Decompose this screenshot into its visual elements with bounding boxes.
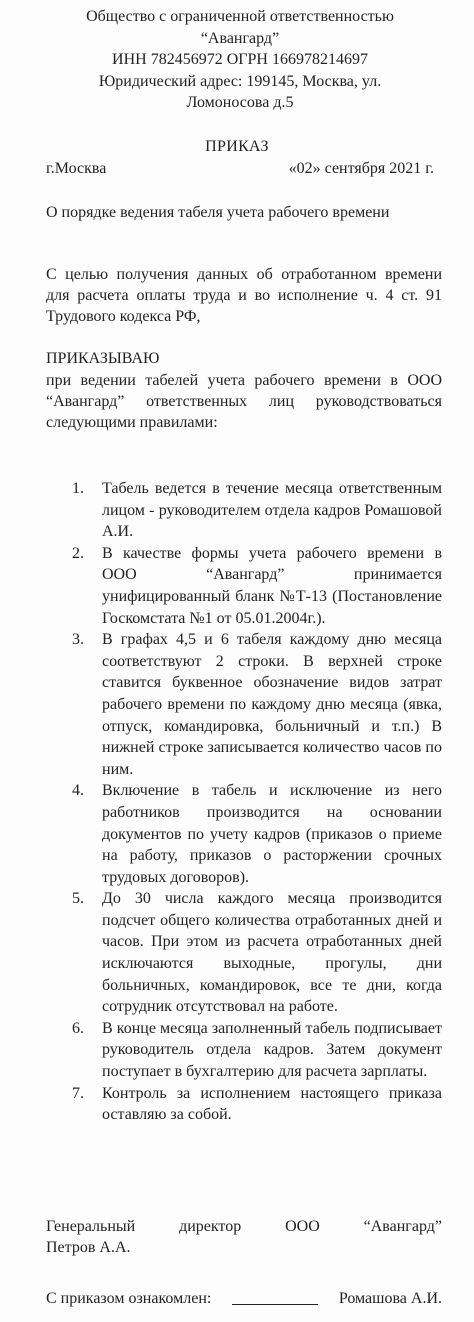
company-header (40, 6, 440, 114)
signature-blank-line (232, 1284, 318, 1305)
position-word: Генеральный (46, 1218, 136, 1235)
list-item-number: 4. (72, 782, 84, 800)
list-item (64, 478, 442, 543)
list-item (64, 629, 442, 780)
list-item-number: 3. (72, 631, 84, 649)
document-subject: О порядке ведения табеля учета рабочего времени (46, 204, 390, 221)
list-item-number: 5. (72, 890, 84, 908)
list-item-number: 1. (72, 480, 84, 497)
acknowledgement-label: С приказом ознакомлен: (46, 1290, 212, 1307)
list-item-number: 2. (72, 544, 84, 562)
company-address-line-2: Ломоносова д.5 (186, 94, 294, 111)
signatory-name: Петров А.А. (46, 1239, 131, 1256)
acknowledgement-row (46, 1288, 442, 1309)
rules-list (64, 478, 442, 1126)
list-item (64, 888, 442, 1018)
company-brand-line: “Авангард” (200, 29, 280, 47)
list-item-text: В качестве формы учета рабочего времени в ООО “Авангард” принимается унифицированный бланк №Т-13 (Постановление Госкомстата №1 от 05.01.2004г.). (102, 544, 442, 627)
document-title: ПРИКАЗ (205, 138, 269, 155)
signature-block (46, 1216, 442, 1258)
order-keyword: ПРИКАЗЫВАЮ (46, 350, 160, 367)
list-item-text: В графах 4,5 и 6 табеля каждому дню месяца соответствуют 2 строки. В верхней строке ставится буквенное обозначение видов затрат рабочего времени по каждому дню месяца (явка, отпуск, командировка, больничный и т.п.) В нижней строке записывается количество часов по ним. (102, 631, 442, 778)
signatory-position (46, 1216, 442, 1237)
list-item-text: Табель ведется в течение месяца ответственным лицом - руководителем отдела кадров Ромашовой А.И. (102, 480, 442, 541)
list-item (64, 1083, 442, 1126)
position-word: директор (179, 1218, 242, 1235)
company-name-line: Общество с ограниченной ответственностью (86, 8, 394, 25)
company-registration-line: ИНН 782456972 ОГРН 166978214697 (112, 51, 368, 68)
list-item (64, 780, 442, 888)
list-item-text: До 30 числа каждого месяца производится подсчет общего количества отработанных дней и часов. При этом из расчета отработанных дней исключаются выходные, прогулы, дни больничных, командировок, все те дни, когда сотрудник отсутствовал на работе. (102, 890, 442, 1016)
preamble-paragraph: при ведении табелей учета рабочего времени в ООО “Авангард” ответственных лиц руководствоваться следующими правилами: (46, 372, 442, 431)
acknowledgement-name: Ромашова А.И. (338, 1290, 442, 1307)
position-word: ООО (285, 1218, 320, 1235)
intro-paragraph: С целью получения данных об отработанном времени для расчета оплаты труда и во исполнение ч. 4 ст. 91 Трудового кодекса РФ, (46, 266, 442, 325)
list-item (64, 543, 442, 629)
list-item-text: Включение в табель и исключение из него работников производится на основании документов по учету кадров (приказов о приеме на работу, приказов о расторжении срочных трудовых договоров). (102, 782, 442, 886)
company-address-line: Юридический адрес: 199145, Москва, ул. (98, 72, 382, 90)
position-word: “Авангард” (363, 1218, 442, 1235)
document-date: «02» сентября 2021 г. (288, 160, 434, 177)
list-item-text: Контроль за исполнением настоящего приказа оставляю за собой. (102, 1084, 442, 1124)
list-item (64, 1018, 442, 1083)
document-place: г.Москва (46, 160, 107, 177)
place-date-row (46, 158, 434, 179)
list-item-number: 7. (72, 1084, 84, 1102)
list-item-number: 6. (72, 1019, 84, 1037)
list-item-text: В конце месяца заполненный табель подписывает руководитель отдела кадров. Затем документ поступает в бухгалтерию для расчета зарплаты. (102, 1019, 442, 1081)
